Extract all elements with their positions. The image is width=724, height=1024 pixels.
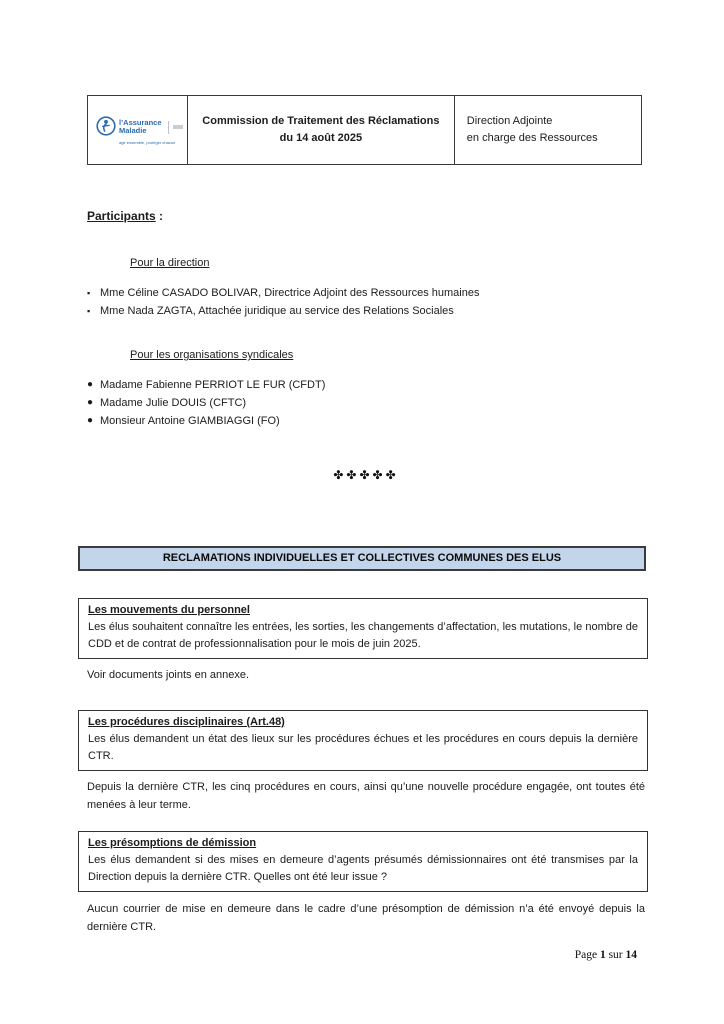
section-answer: Depuis la dernière CTR, les cinq procédures en cours, ainsi qu’une nouvelle procédure engagée, ont toutes été menées à leur terme. <box>87 781 645 811</box>
square-bullet-icon: ▪ <box>87 306 91 316</box>
list-item <box>87 412 325 430</box>
document-title-line1: Commission de Traitement des Réclamations <box>202 115 440 127</box>
syndicales-members-list <box>87 376 325 430</box>
header-table <box>87 95 642 165</box>
document-title-cell <box>188 96 455 164</box>
section-box-procedures <box>78 710 648 771</box>
logo-cell <box>88 96 188 164</box>
section-title: Les mouvements du personnel <box>88 604 250 616</box>
direction-subheading: Pour la direction <box>130 257 210 269</box>
list-item <box>87 376 325 394</box>
list-item <box>87 284 479 302</box>
ornament-separator: ✤✤✤✤✤ <box>333 468 399 482</box>
section-banner: RECLAMATIONS INDIVIDUELLES ET COLLECTIVES COMMUNES DES ELUS <box>78 546 646 571</box>
logo-brand-text: l’Assurance Maladie <box>119 118 162 135</box>
logo-tagline: agir ensemble, protéger chacun <box>119 139 176 145</box>
member-name: Monsieur Antoine GIAMBIAGGI (FO) <box>100 415 280 427</box>
round-bullet-icon: ● <box>87 415 94 426</box>
direction-line1: Direction Adjointe <box>466 115 553 127</box>
round-bullet-icon: ● <box>87 379 94 390</box>
direction-line2: en charge des Ressources <box>466 132 598 144</box>
section-question: Les élus demandent un état des lieux sur les procédures échues et les procédures en cours depuis la dernière CTR. <box>88 733 638 762</box>
section-answer: Voir documents joints en annexe. <box>87 669 250 681</box>
member-name: Mme Nada ZAGTA, Attachée juridique au service des Relations Sociales <box>100 305 454 317</box>
section-answer: Aucun courrier de mise en demeure dans le cadre d’une présomption de démission n’a été envoyé depuis la dernière CTR. <box>87 903 645 933</box>
syndicales-subheading: Pour les organisations syndicales <box>130 349 294 361</box>
assurance-maladie-logo-icon <box>96 116 116 139</box>
list-item <box>87 394 325 412</box>
member-name: Mme Céline CASADO BOLIVAR, Directrice Adjoint des Ressources humaines <box>100 287 480 299</box>
member-name: Madame Julie DOUIS (CFTC) <box>100 397 247 409</box>
section-box-mouvements <box>78 598 648 659</box>
section-title: Les présomptions de démission <box>88 837 257 849</box>
round-bullet-icon: ● <box>87 397 94 408</box>
section-title: Les procédures disciplinaires (Art.48) <box>88 716 285 728</box>
logo-side-text <box>173 125 183 129</box>
page-number-footer: Page 1 sur 14 <box>574 949 637 961</box>
logo-divider <box>168 121 169 134</box>
direction-cell <box>455 96 641 164</box>
member-name: Madame Fabienne PERRIOT LE FUR (CFDT) <box>100 379 326 391</box>
section-question: Les élus souhaitent connaître les entrées, les sorties, les changements d’affectation, les mutations, le nombre de CDD et de contrat de professionnalisation pour le mois de juin 2025. <box>88 621 638 650</box>
list-item <box>87 302 479 320</box>
section-question: Les élus demandent si des mises en demeure d’agents présumés démissionnaires ont été transmises par la Direction depuis la dernière CTR. Quelles ont été leur issue ? <box>88 854 638 883</box>
direction-members-list <box>87 284 479 320</box>
section-box-demission <box>78 831 648 892</box>
participants-heading: Participants : <box>87 209 164 223</box>
document-title-line2: du 14 août 2025 <box>279 132 363 144</box>
square-bullet-icon: ▪ <box>87 288 91 298</box>
